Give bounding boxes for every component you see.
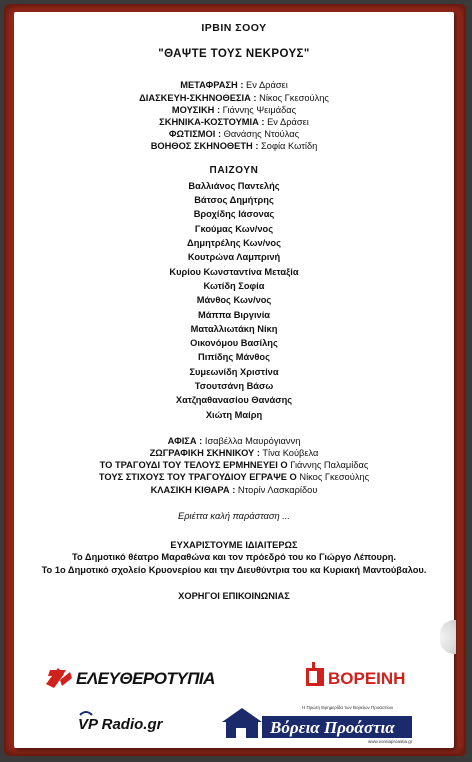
credit-line: [14, 140, 454, 152]
cast-member: Βάτσος Δημήτρης: [194, 195, 274, 206]
credit-name: Εν Δράσει: [267, 117, 309, 128]
voreini-logo: [300, 660, 426, 692]
voreia-wordmark: Βόρεια Προάστια: [270, 718, 395, 737]
cast-member: Συμεωνίδη Χριστίνα: [189, 366, 279, 377]
voreia-tagline: Η Πρώτη Εφημερίδα των Βορείων Προαστίων: [302, 705, 394, 710]
play-title: "ΘΑΨΤΕ ΤΟΥΣ ΝΕΚΡΟΥΣ": [158, 48, 310, 61]
program-sheet: [14, 12, 454, 748]
cast-member: Χατζηαθανασίου Θανάσης: [175, 395, 293, 406]
credit-role: ΒΟΗΘΟΣ ΣΚΗΝΟΘΕΤΗ :: [150, 141, 259, 152]
credit-line: [14, 484, 454, 496]
credit-name: Τίνα Κούβελα: [262, 448, 319, 459]
credit-name: Ντορίν Λασκαρίδου: [237, 484, 318, 495]
cast-member: Γκούμας Κων/νος: [194, 223, 274, 234]
credit-role: ΑΦΙΣΑ :: [167, 435, 203, 446]
thanks-line: Το Δημοτικό θέατρο Μαραθώνα και τον πρόεδρό του κο Γιώργο Λέπουρη.: [72, 552, 396, 563]
cast-member: Ματαλλιωτάκη Νίκη: [190, 323, 278, 334]
credit-line: [14, 92, 454, 104]
cast-member: Κυρίου Κωνσταντίνα Μεταξία: [169, 266, 299, 277]
cast-member: Οικονόμου Βασίλης: [190, 338, 278, 349]
credit-line: [14, 116, 454, 128]
vp-radio-logo: [76, 707, 196, 737]
eleftherotypia-wordmark: ΕΛΕΥΘΕΡΟΤΥΠΙΑ: [76, 669, 215, 688]
eleftherotypia-emblem-icon: [46, 668, 72, 688]
vp-radio-wave-icon: [80, 712, 92, 715]
cast-member: Βαλλιάνος Παντελής: [188, 180, 280, 191]
credit-line: [14, 447, 454, 459]
credit-name: Εν Δράσει: [246, 80, 288, 91]
credit-line: [14, 104, 454, 116]
thanks-header: ΕΥΧΑΡΙΣΤΟΥΜΕ ΙΔΙΑΙΤΕΡΩΣ: [170, 540, 298, 551]
credit-name: Νίκος Γκεσούλης: [299, 472, 370, 483]
cast-list: [14, 180, 454, 421]
credit-name: Ισαβέλλα Μαυρόγιαννη: [204, 435, 301, 446]
voreia-url: www.voreiaproastia.gr: [368, 739, 413, 744]
credit-role: ΖΩΓΡΑΦΙΚΗ ΣΚΗΝΙΚΟΥ :: [149, 448, 260, 459]
credit-line: [14, 435, 454, 447]
thanks-line: Το 1ο Δημοτικό σχολείο Κρυονερίου και την Διευθύντρια του κα Κυριακή Μαντούβαλου.: [41, 564, 427, 575]
credit-role: ΤΟΥΣ ΣΤΙΧΟΥΣ ΤΟΥ ΤΡΑΓΟΥΔΙΟΥ ΕΓΡΑΨΕ Ο: [98, 472, 297, 483]
credit-role: ΜΟΥΣΙΚΗ :: [171, 104, 221, 115]
voreia-proastia-logo: [218, 700, 418, 744]
credit-name: Γιάννης Ψειμάδας: [222, 104, 297, 115]
cast-member: Μάππα Βιργινία: [197, 309, 270, 320]
cast-member: Κωτίδη Σοφία: [203, 280, 265, 291]
credit-line: [14, 471, 454, 483]
credit-role: ΦΩΤΙΣΜΟΙ :: [168, 129, 222, 140]
credit-name: Νίκος Γκεσούλης: [259, 92, 329, 103]
sponsors-header: ΧΟΡΗΓΟΙ ΕΠΙΚΟΙΝΩΝΙΑΣ: [178, 590, 290, 601]
credit-role: ΔΙΑΣΚΕΥΗ-ΣΚΗΝΟΘΕΣΙΑ :: [139, 92, 257, 103]
cast-member: Μάνθος Κων/νος: [196, 295, 272, 306]
cast-member: Χιώτη Μαίρη: [205, 409, 263, 420]
cast-header: ΠΑΙΖΟΥΝ: [209, 164, 259, 176]
vp-radio-wordmark: VP Radio.gr: [78, 716, 163, 733]
voreini-wordmark: ΒΟΡΕΙΝΗ: [328, 669, 406, 688]
cast-member: Δημητρέλης Κων/νος: [187, 238, 281, 249]
cast-member: Τσουτσάνη Βάσω: [194, 380, 274, 391]
credits2-block: [14, 435, 454, 496]
credit-line: [14, 459, 454, 471]
credit-name: Γιάννης Παλαμίδας: [290, 460, 369, 471]
page-curl-decoration: [440, 620, 456, 654]
cast-member: Βροχίδης Ιάσονας: [193, 209, 275, 220]
wish-line: Εριέττα καλή παράσταση ...: [178, 510, 290, 521]
credit-role: ΜΕΤΑΦΡΑΣΗ :: [180, 80, 244, 91]
author-name: ΙΡΒΙΝ ΣΟΟΥ: [201, 22, 267, 34]
voreia-house-icon: [222, 708, 262, 738]
credit-line: [14, 128, 454, 140]
eleftherotypia-logo: [44, 662, 239, 692]
credit-role: ΣΚΗΝΙΚΑ-ΚΟΣΤΟΥΜΙΑ :: [159, 117, 265, 128]
voreini-mark-icon: [306, 662, 324, 686]
credit-line: [14, 79, 454, 91]
program-content: [14, 22, 454, 602]
credits-block: [14, 79, 454, 152]
credit-name: Σοφία Κωτίδη: [261, 141, 318, 152]
credit-name: Θανάσης Ντούλας: [223, 129, 300, 140]
cast-member: Κουτρώνα Λαμπρινή: [187, 252, 281, 263]
credit-role: ΤΟ ΤΡΑΓΟΥΔΙ ΤΟΥ ΤΕΛΟΥΣ ΕΡΜΗΝΕΥΕΙ Ο: [99, 460, 288, 471]
credit-role: ΚΛΑΣΙΚΗ ΚΙΘΑΡΑ :: [150, 484, 236, 495]
cast-member: Πιπίδης Μάνθος: [198, 352, 270, 363]
